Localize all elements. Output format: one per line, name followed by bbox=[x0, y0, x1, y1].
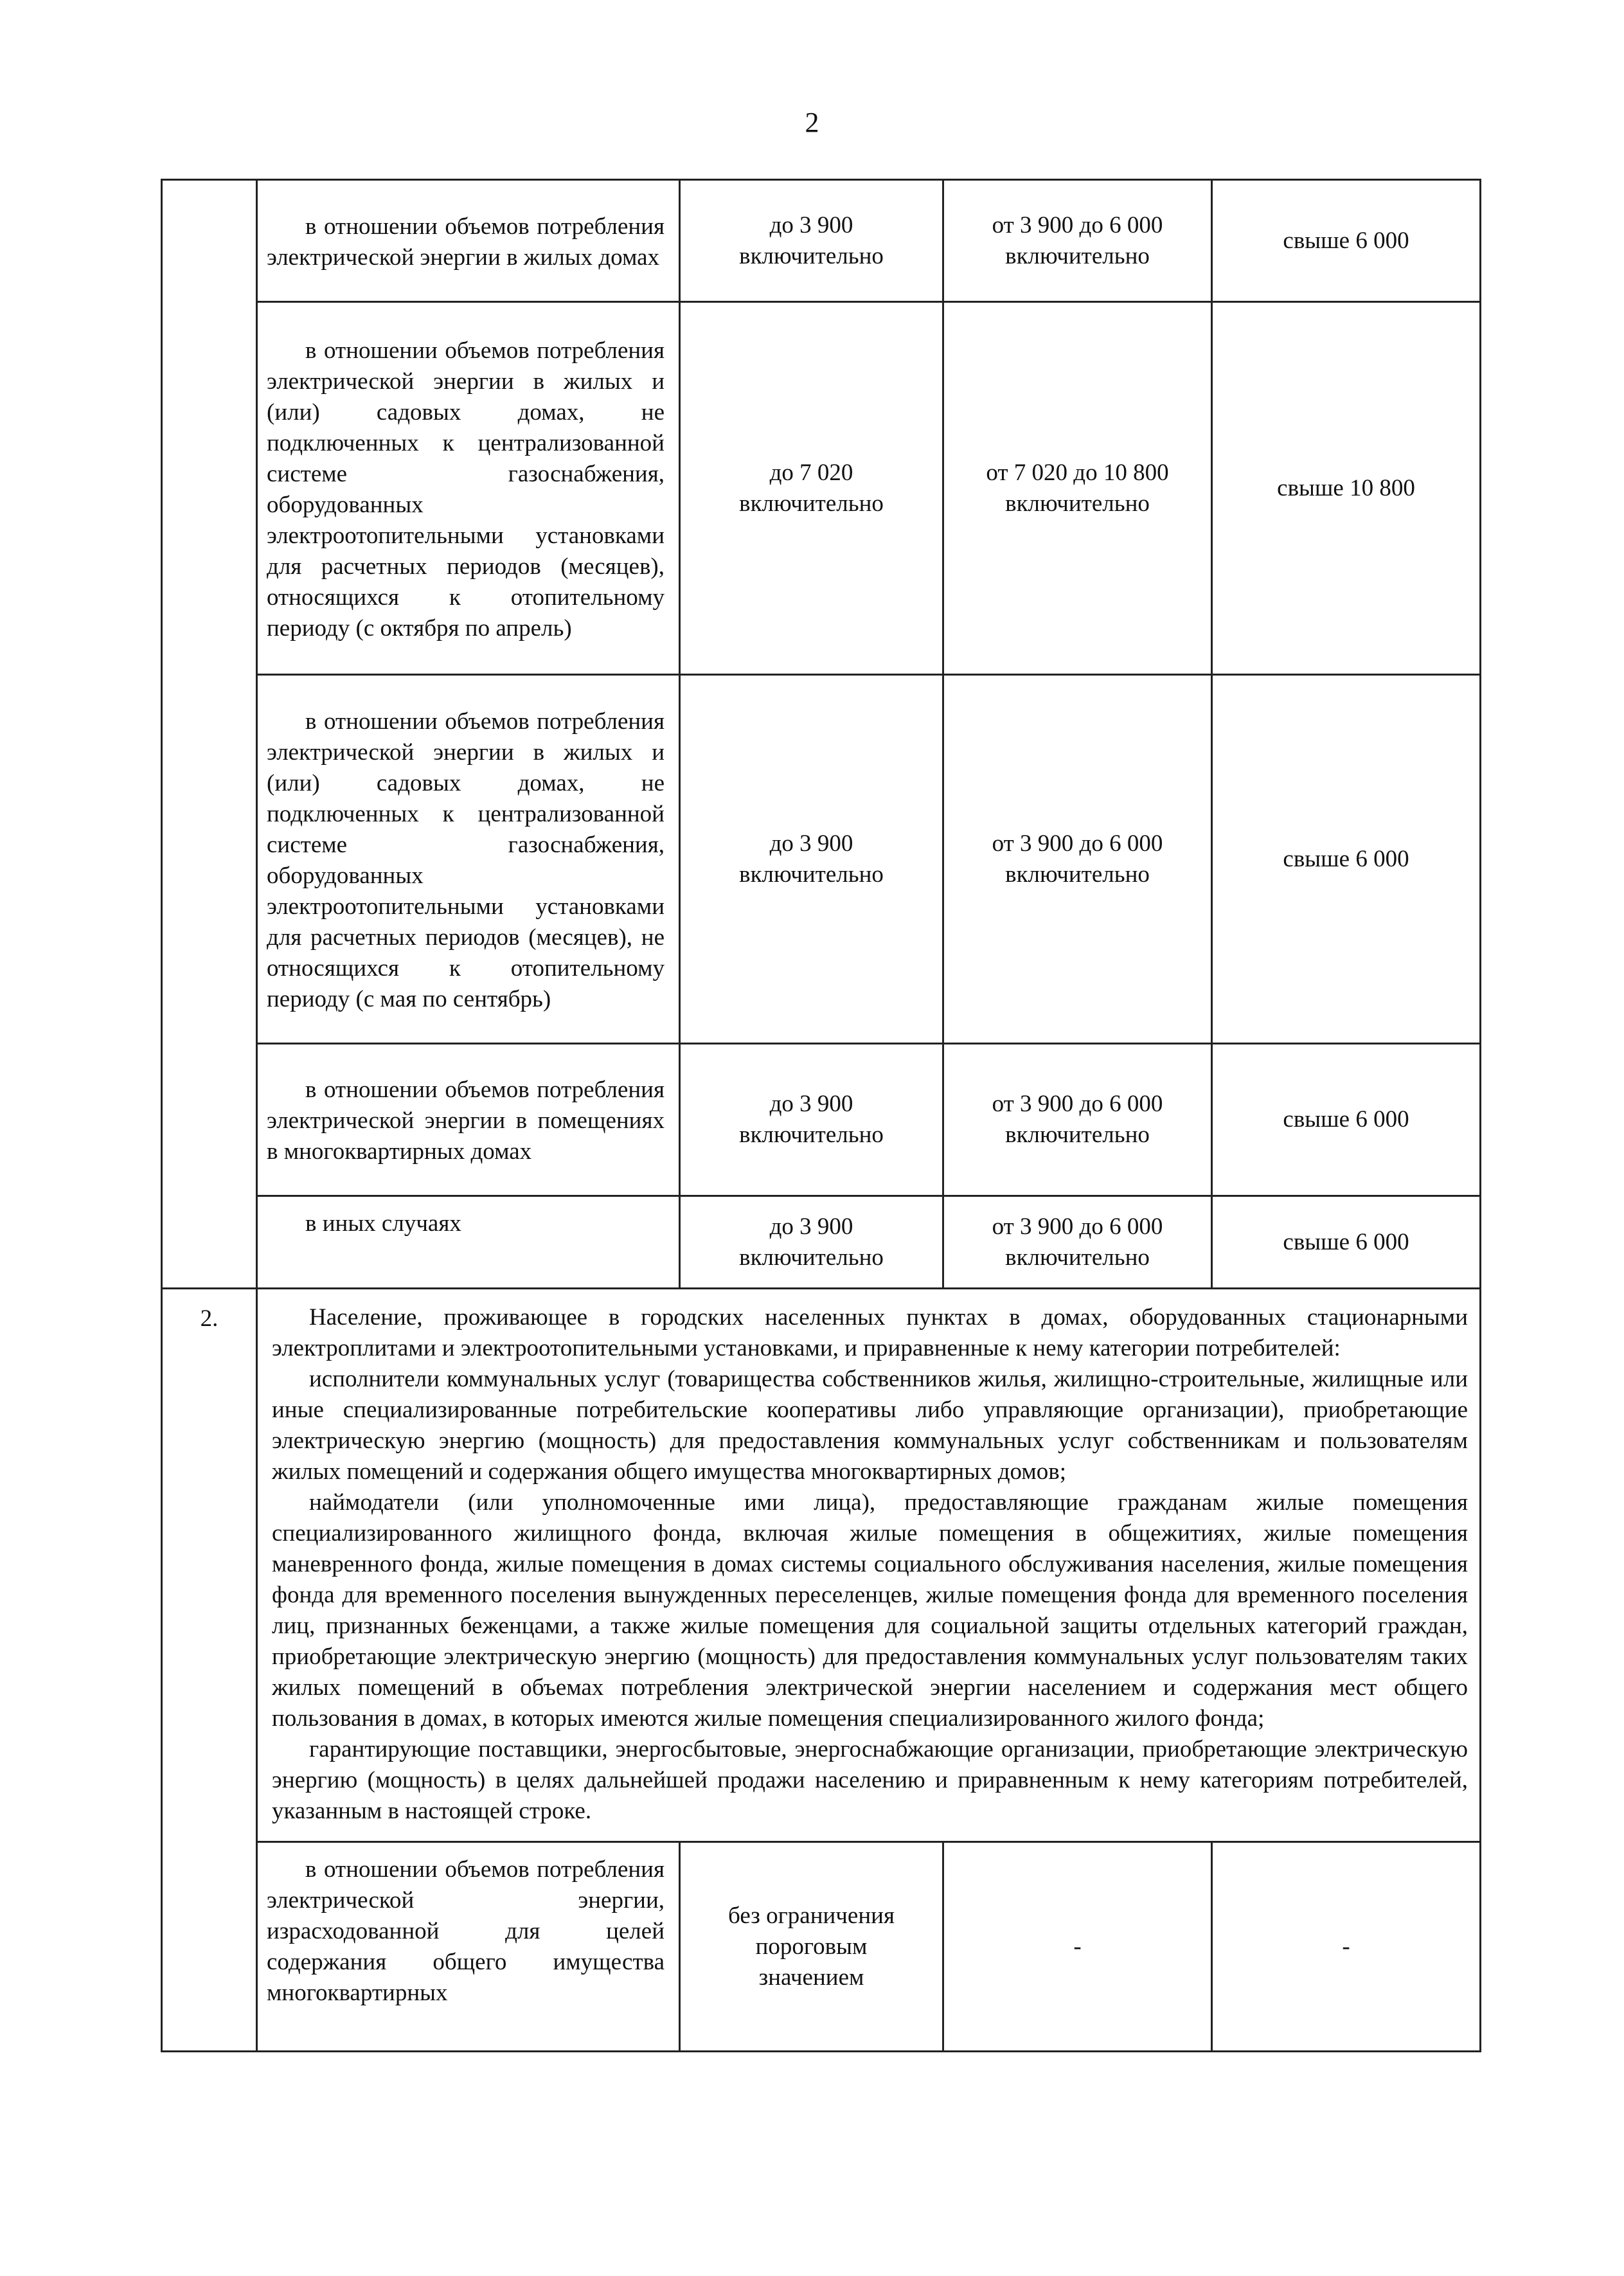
threshold-2-value: от 3 900 до 6 000 bbox=[992, 1091, 1163, 1117]
threshold-1-note: включительно bbox=[739, 490, 884, 517]
threshold-3-cell bbox=[1212, 675, 1481, 1044]
threshold-1-cell bbox=[680, 1196, 943, 1289]
threshold-2-note: включительно bbox=[1005, 242, 1150, 269]
threshold-2-note: включительно bbox=[1005, 1244, 1150, 1271]
row-description: в отношении объемов потребления электрической энергии в жилых и (или) садовых домах, не подключенных к централизованной системе газоснабжения, оборудованных электроотопительными установками для расчетных периодов (месяцев), не относящихся к отопительному периоду (с мая по сентябрь) bbox=[257, 675, 680, 1044]
threshold-2-value: от 3 900 до 6 000 bbox=[992, 1213, 1163, 1240]
threshold-2-cell bbox=[943, 1842, 1212, 2052]
threshold-3-value: свыше 6 000 bbox=[1283, 227, 1409, 254]
table-row bbox=[162, 1196, 1481, 1289]
threshold-1-value: до 7 020 bbox=[769, 459, 853, 486]
threshold-2-note: включительно bbox=[1005, 490, 1150, 517]
threshold-2-cell bbox=[943, 1196, 1212, 1289]
threshold-1-value: до 3 900 bbox=[769, 211, 853, 238]
threshold-1-note: включительно bbox=[739, 861, 884, 888]
threshold-1-note: пороговым bbox=[755, 1933, 868, 1960]
threshold-3-cell bbox=[1212, 302, 1481, 675]
threshold-3-cell bbox=[1212, 1044, 1481, 1196]
threshold-3-cell bbox=[1212, 1196, 1481, 1289]
threshold-2-value: от 7 020 до 10 800 bbox=[986, 459, 1169, 486]
row-description: в отношении объемов потребления электрической энергии в помещениях в многоквартирных домах bbox=[257, 1044, 680, 1196]
row-description: в отношении объемов потребления электрической энергии, израсходованной для целей содержания общего имущества многоквартирных bbox=[257, 1842, 680, 2052]
table-row bbox=[162, 180, 1481, 302]
threshold-2-note: включительно bbox=[1005, 861, 1150, 888]
threshold-1-cell bbox=[680, 675, 943, 1044]
threshold-3-value: свыше 6 000 bbox=[1283, 845, 1409, 872]
section-2-paragraph: наймодатели (или уполномоченные ими лица), предоставляющие гражданам жилые помещения специализированного жилищного фонда, включая жилые помещения в общежитиях, жилые помещения маневренного фонда, жилые помещения в домах системы социального обслуживания населения, жилые помещения фонда для временного поселения вынужденных переселенцев, жилые помещения фонда для временного поселения лиц, признанных беженцами, а также жилые помещения для социальной защиты отдельных категорий граждан, приобретающие электрическую энергию (мощность) для предоставления коммунальных услуг пользователям таких жилых помещений в объемах потребления электрической энергии населением и содержания мест общего пользования в домах, в которых имеются жилые помещения специализированного жилого фонда; bbox=[272, 1489, 1468, 1732]
threshold-3-value: свыше 6 000 bbox=[1283, 1106, 1409, 1133]
threshold-3-value: свыше 10 800 bbox=[1277, 474, 1415, 501]
threshold-3-cell bbox=[1212, 1842, 1481, 2052]
table-row bbox=[162, 675, 1481, 1044]
threshold-2-value: от 3 900 до 6 000 bbox=[992, 830, 1163, 857]
tariff-table bbox=[161, 179, 1481, 2052]
threshold-2-note: включительно bbox=[1005, 1122, 1150, 1148]
table-row bbox=[162, 1842, 1481, 2052]
threshold-2-cell bbox=[943, 1044, 1212, 1196]
row-description: в отношении объемов потребления электрической энергии в жилых домах bbox=[257, 180, 680, 302]
threshold-1-value: до 3 900 bbox=[769, 1091, 853, 1117]
threshold-2-value: - bbox=[1073, 1933, 1082, 1960]
threshold-3-value: свыше 6 000 bbox=[1283, 1228, 1409, 1255]
section-2-paragraph: гарантирующие поставщики, энергосбытовые, энергоснабжающие организации, приобретающие электрическую энергию (мощность) в целях дальнейшей продажи населению и приравненным к нему категориям потребителей, указанным в настоящей строке. bbox=[272, 1736, 1468, 1824]
threshold-1-note: включительно bbox=[739, 242, 884, 269]
table-row bbox=[162, 1044, 1481, 1196]
threshold-1-value: до 3 900 bbox=[769, 1213, 853, 1240]
page-number: 2 bbox=[805, 107, 819, 138]
threshold-1-cell bbox=[680, 1044, 943, 1196]
threshold-2-cell bbox=[943, 302, 1212, 675]
threshold-2-value: от 3 900 до 6 000 bbox=[992, 211, 1163, 238]
section-2-number: 2. bbox=[162, 1289, 257, 2052]
threshold-1-cell bbox=[680, 302, 943, 675]
threshold-1-value: до 3 900 bbox=[769, 830, 853, 857]
section-2-text bbox=[257, 1289, 1481, 1842]
threshold-1-cell bbox=[680, 1842, 943, 2052]
threshold-1-value: без ограничения bbox=[728, 1902, 895, 1929]
threshold-2-cell bbox=[943, 675, 1212, 1044]
row-description: в отношении объемов потребления электрической энергии в жилых и (или) садовых домах, не подключенных к централизованной системе газоснабжения, оборудованных электроотопительными установками для расчетных периодов (месяцев), относящихся к отопительному периоду (с октября по апрель) bbox=[257, 302, 680, 675]
threshold-3-value: - bbox=[1342, 1933, 1350, 1960]
section-2-paragraph: Население, проживающее в городских населенных пунктах в домах, оборудованных стационарными электроплитами и электроотопительными установками, и приравненные к нему категории потребителей: bbox=[272, 1304, 1468, 1361]
row-description: в иных случаях bbox=[257, 1196, 680, 1289]
threshold-1-note: включительно bbox=[739, 1244, 884, 1271]
row-number-cell bbox=[162, 180, 257, 1289]
threshold-1-note: значением bbox=[758, 1964, 864, 1991]
table-row bbox=[162, 302, 1481, 675]
section-2-paragraph: исполнители коммунальных услуг (товарищества собственников жилья, жилищно-строительные, жилищные или иные специализированные потребительские кооперативы либо управляющие организации), приобретающие электрическую энергию (мощность) для предоставления коммунальных услуг собственникам и пользователям жилых помещений и содержания общего имущества многоквартирных домов; bbox=[272, 1366, 1468, 1485]
section-2-row bbox=[162, 1289, 1481, 1842]
threshold-1-note: включительно bbox=[739, 1122, 884, 1148]
threshold-3-cell bbox=[1212, 180, 1481, 302]
threshold-1-cell bbox=[680, 180, 943, 302]
threshold-2-cell bbox=[943, 180, 1212, 302]
